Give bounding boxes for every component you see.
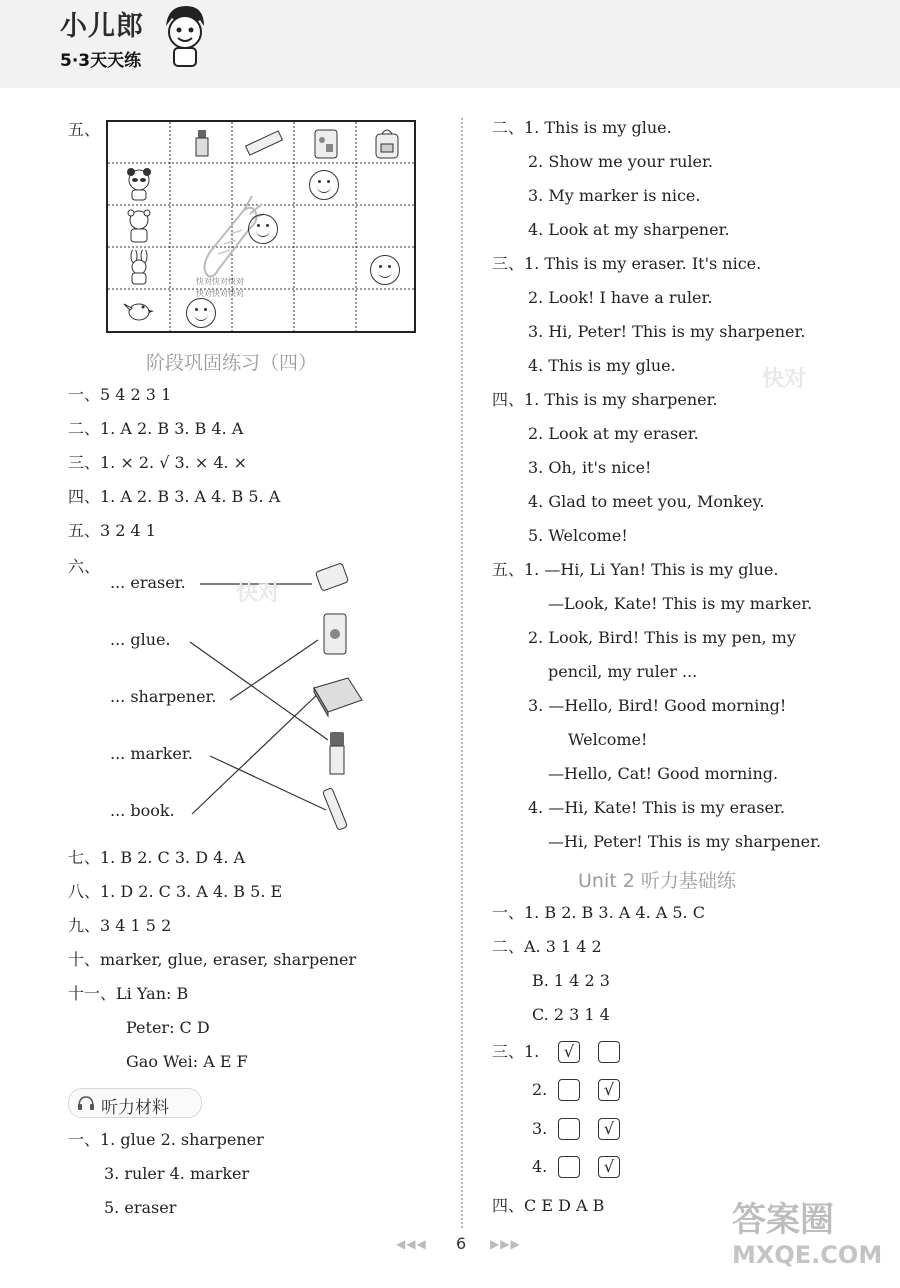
answer-line: 2. [532,1080,548,1099]
check-box: √ [558,1041,580,1063]
prev-page-arrows: ◀◀◀ [396,1237,427,1251]
answer-line: 十、marker, glue, eraser, sharpener [68,950,357,969]
answer-line: 十一、Li Yan: B [68,984,189,1003]
check-box: √ [598,1079,620,1101]
smiley-icon [370,255,400,285]
answer-line: C. 2 3 1 4 [532,1005,610,1024]
answer-line: 2. Show me your ruler. [528,152,713,171]
listening-line: 一、1. glue 2. sharpener [68,1130,264,1149]
answer-line: 3. —Hello, Bird! Good morning! [528,696,787,715]
check-box [558,1118,580,1140]
answer-line: 3. Hi, Peter! This is my sharpener. [528,322,806,341]
answer-line: 四、1. A 2. B 3. A 4. B 5. A [68,487,281,506]
check-box [558,1079,580,1101]
pencil-box-icon [312,126,340,160]
answer-line: 3. My marker is nice. [528,186,701,205]
answer-line: 二、1. This is my glue. [492,118,672,137]
answer-line: 4. Glad to meet you, Monkey. [528,492,765,511]
answer-line: 二、A. 3 1 4 2 [492,937,602,956]
smiley-icon [186,298,216,328]
answer-line: 九、3 4 1 5 2 [68,916,172,935]
grid-stamp-text-1: 快对快对快对 [196,277,244,286]
section-title: 阶段巩固练习（四） [146,352,318,374]
answer-line: 四、C E D A B [492,1196,605,1215]
answer-line: 5. Welcome! [528,526,628,545]
watermark: 快对 [762,367,807,392]
bird-icon [122,294,156,326]
unit-title: Unit 2 听力基础练 [578,870,736,892]
answer-line: —Hi, Peter! This is my sharpener. [548,832,822,851]
listening-material-label [68,1088,202,1118]
watermark: 快对 [236,581,281,606]
rabbit-icon [122,250,156,286]
answer-line: 4. This is my glue. [528,356,676,375]
answer-line: —Hello, Cat! Good morning. [548,764,779,783]
answer-line: 三、1. [492,1042,540,1061]
grid-label: 五、 [68,120,101,139]
glue-icon [192,128,212,158]
answer-line: 3. Oh, it's nice! [528,458,652,477]
answer-line: Peter: C D [126,1018,210,1037]
schoolbag-icon [372,126,402,160]
sharpener-icon [318,610,354,660]
answer-line: 八、1. D 2. C 3. A 4. B 5. E [68,882,283,901]
answer-line: 2. Look, Bird! This is my pen, my [528,628,796,647]
corner-watermark-sub: MXQE.COM [732,1241,883,1269]
grid-stamp-text-2: 快对快对快对 [196,289,244,298]
listening-line: 3. ruler 4. marker [104,1164,250,1183]
answer-line: pencil, my ruler ... [548,662,698,681]
check-box: √ [598,1118,620,1140]
answer-line: 三、1. This is my eraser. It's nice. [492,254,762,273]
answer-line: 六、 [68,557,101,576]
brand-subtitle: 5·3天天练 [60,51,142,71]
panda-icon [122,166,156,202]
corner-watermark-main: 答案圈 [732,1200,834,1240]
smiley-icon [309,170,339,200]
answer-line: 4. Look at my sharpener. [528,220,730,239]
answer-line: 2. Look at my eraser. [528,424,699,443]
answer-line: 一、5 4 2 3 1 [68,385,172,404]
check-box: √ [598,1156,620,1178]
answer-line: 3. [532,1119,548,1138]
check-box [558,1156,580,1178]
answer-line: 4. —Hi, Kate! This is my eraser. [528,798,785,817]
eraser-icon [314,557,354,597]
answer-line: 四、1. This is my sharpener. [492,390,718,409]
ruler-icon [244,128,284,158]
answer-line: 五、1. —Hi, Li Yan! This is my glue. [492,560,779,579]
answer-line: 4. [532,1157,548,1176]
answer-line: 2. Look! I have a ruler. [528,288,713,307]
check-box [598,1041,620,1063]
answer-line: Gao Wei: A E F [126,1052,248,1071]
bear-icon [122,208,156,244]
answer-line: 三、1. × 2. √ 3. × 4. × [68,453,248,472]
match-word: ... book. [110,801,175,820]
answer-line: B. 1 4 2 3 [532,971,610,990]
smiley-icon [248,214,278,244]
match-word: ... glue. [110,630,171,649]
answer-line: —Look, Kate! This is my marker. [548,594,813,613]
answer-line: 二、1. A 2. B 3. B 4. A [68,419,244,438]
book-icon [310,674,366,718]
listening-line: 5. eraser [104,1198,177,1217]
answer-line: 五、3 2 4 1 [68,521,156,540]
glue-stick-icon [322,784,358,836]
match-word: ... marker. [110,744,193,763]
page-number: 6 [456,1234,467,1253]
answer-grid [106,120,416,333]
column-divider [461,118,463,1228]
answer-line: Welcome! [568,730,648,749]
next-page-arrows: ▶▶▶ [490,1237,521,1251]
headphones-icon [77,1095,95,1111]
listening-label-text: 听力材料 [101,1098,169,1118]
match-word: ... eraser. [110,573,186,592]
match-word: ... sharpener. [110,687,217,706]
answer-line: 一、1. B 2. B 3. A 4. A 5. C [492,903,705,922]
mascot-icon [160,0,210,72]
corner-watermark [732,1200,882,1270]
brand-logo: 小儿郎 [60,11,144,42]
answer-line: 七、1. B 2. C 3. D 4. A [68,848,246,867]
marker-icon [324,728,352,780]
